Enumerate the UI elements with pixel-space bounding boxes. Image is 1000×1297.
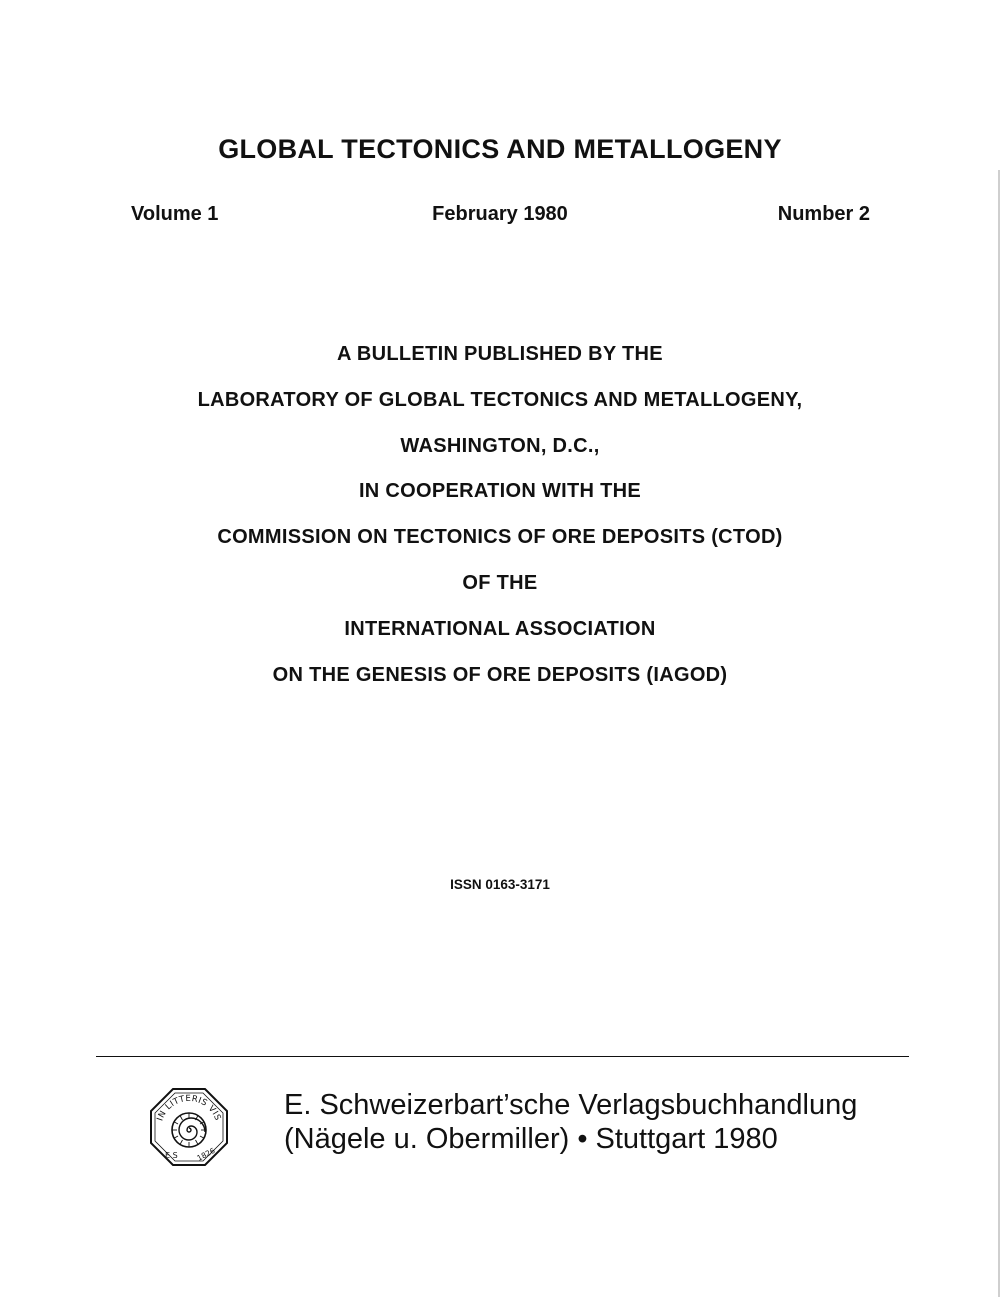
journal-title: GLOBAL TECTONICS AND METALLOGENY (218, 134, 782, 164)
issn-number: ISSN 0163-3171 (450, 877, 550, 892)
publisher-location: (Nägele u. Obermiller) • Stuttgart 1980 (284, 1123, 778, 1155)
publisher-imprint (284, 1088, 857, 1156)
ammonite-seal-icon (148, 1086, 230, 1168)
divider-rule (96, 1056, 909, 1057)
bulletin-statement (0, 340, 1000, 706)
bulletin-line: A BULLETIN PUBLISHED BY THE (337, 343, 663, 365)
volume-label: Volume 1 (131, 203, 219, 225)
issue-number: Number 2 (777, 203, 870, 225)
seal-motto: IN LITTERIS VIS (155, 1093, 223, 1123)
issue-date: February 1980 (432, 203, 568, 225)
bulletin-line: WASHINGTON, D.C., (400, 434, 600, 457)
seal-year: 1826 (195, 1145, 217, 1163)
bulletin-line: INTERNATIONAL ASSOCIATION (344, 617, 656, 640)
publisher-name: E. Schweizerbart’sche Verlagsbuchhandlung (284, 1089, 858, 1121)
bulletin-line: ON THE GENESIS OF ORE DEPOSITS (IAGOD) (272, 663, 728, 686)
bulletin-line: OF THE (462, 571, 538, 594)
seal-initials: E S (165, 1151, 178, 1160)
bulletin-line: LABORATORY OF GLOBAL TECTONICS AND METALLOGENY, (197, 388, 803, 411)
bulletin-line: IN COOPERATION WITH THE (358, 480, 642, 503)
bulletin-line: COMMISSION ON TECTONICS OF ORE DEPOSITS (CTOD) (217, 526, 783, 549)
